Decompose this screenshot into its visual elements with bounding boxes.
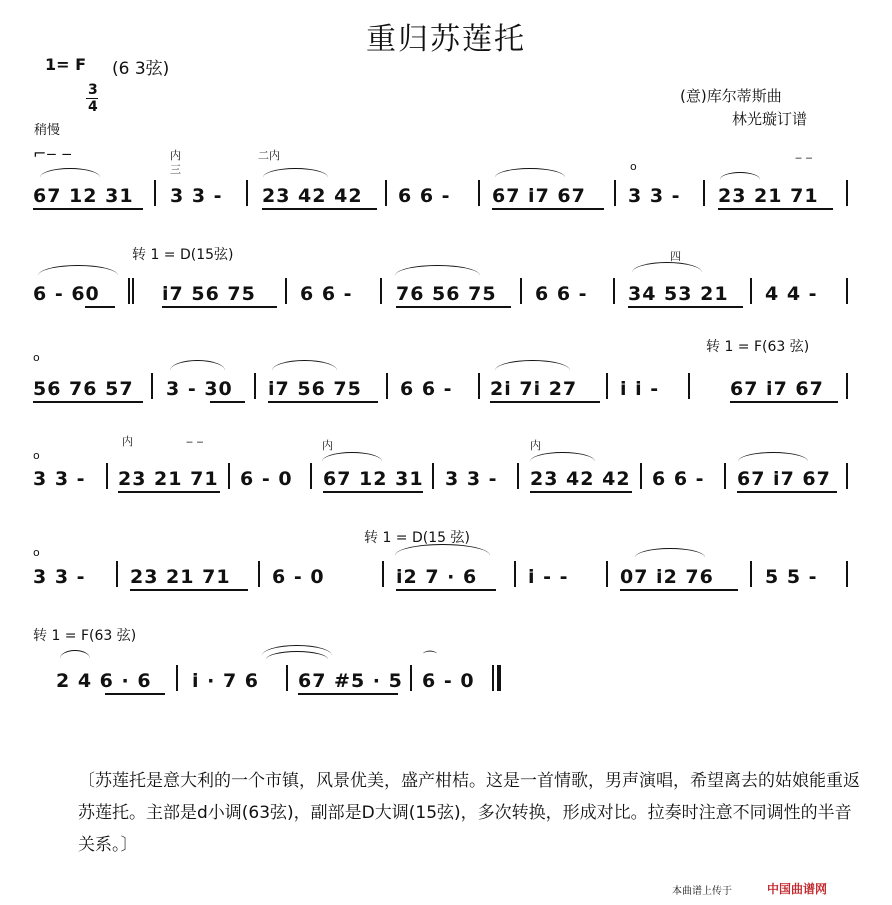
measure: 34 53 21 — [628, 283, 729, 305]
time-signature-bottom: 4 — [88, 99, 98, 115]
barline — [380, 278, 382, 304]
music-row-1 — [0, 185, 892, 207]
measure: i · 7 6 — [192, 670, 260, 692]
barline — [606, 561, 608, 587]
measure: 23 42 42 — [530, 468, 631, 490]
slur — [632, 262, 702, 283]
barline — [286, 665, 288, 691]
key-change-label: 转 1 = D(15弦) — [132, 247, 234, 263]
measure: 6 6 - — [398, 185, 451, 207]
pickup-bracket: ⌐‒ ‒ — [33, 144, 72, 163]
slur — [395, 544, 490, 567]
underline — [33, 401, 143, 403]
underline — [490, 401, 600, 403]
measure: 6 - 60 — [33, 283, 100, 305]
underline — [210, 401, 245, 403]
underline — [396, 306, 511, 308]
fingering-nei: 内 — [170, 149, 181, 162]
barline — [517, 463, 519, 489]
measure: 5 5 - — [765, 566, 818, 588]
performance-note: 〔苏莲托是意大利的一个市镇，风景优美，盛产柑桔。这是一首情歌，男声演唱，希望离去的姑娘能重返苏莲托。主部是d小调(63弦)，副部是D大调(15弦)，多次转换，形成对比。拉奏时注意不同调性的半音关系。〕 — [78, 771, 860, 855]
underline — [118, 491, 220, 493]
measure: 23 21 71 — [718, 185, 819, 207]
measure: 3 3 - — [33, 566, 86, 588]
music-row-6 — [0, 670, 892, 692]
barline — [640, 463, 642, 489]
barline — [176, 665, 178, 691]
time-signature-top: 3 — [88, 82, 98, 98]
underline — [268, 401, 378, 403]
barline — [846, 373, 848, 399]
slur — [60, 650, 90, 667]
measure: i7 56 75 — [162, 283, 256, 305]
barline — [614, 180, 616, 206]
slur — [266, 651, 328, 668]
barline — [478, 373, 480, 399]
barline — [116, 561, 118, 587]
final-barline — [497, 665, 501, 691]
fingering-open: o — [630, 160, 637, 173]
barline — [750, 561, 752, 587]
fingering-dash: ‒ ‒ — [795, 151, 813, 164]
measure: 67 i7 67 — [492, 185, 586, 207]
barline — [613, 278, 615, 304]
arranger-credit: 林光璇订谱 — [732, 110, 808, 128]
measure: 6 6 - — [535, 283, 588, 305]
music-row-2 — [0, 283, 892, 305]
underline — [737, 491, 837, 493]
barline — [606, 373, 608, 399]
measure: 67 i7 67 — [737, 468, 831, 490]
measure: 67 12 31 — [323, 468, 424, 490]
barline — [478, 180, 480, 206]
music-row-5 — [0, 566, 892, 588]
barline — [520, 278, 522, 304]
fingering-er-nei: 二内 — [258, 149, 280, 162]
measure: i7 56 75 — [268, 378, 362, 400]
key-change-label: 转 1 = D(15 弦) — [364, 530, 470, 546]
barline — [132, 278, 134, 304]
slur — [635, 548, 705, 567]
underline — [130, 589, 248, 591]
fingering-open: o — [33, 351, 40, 364]
measure: 4 4 - — [765, 283, 818, 305]
footer-text: 本曲谱上传于 — [672, 886, 732, 897]
music-row-3 — [0, 378, 892, 400]
barline — [846, 278, 848, 304]
measure: 3 3 - — [445, 468, 498, 490]
final-barline — [492, 665, 494, 691]
underline — [33, 208, 143, 210]
barline — [258, 561, 260, 587]
underline — [396, 589, 496, 591]
fingering-open: o — [33, 449, 40, 462]
measure: 3 3 - — [170, 185, 223, 207]
barline — [254, 373, 256, 399]
barline — [410, 665, 412, 691]
underline — [162, 306, 277, 308]
tempo-marking: 稍慢 — [34, 123, 61, 138]
barline — [703, 180, 705, 206]
underline — [620, 589, 738, 591]
fingering-nei: 内 — [122, 435, 133, 448]
barline — [128, 278, 130, 304]
barline — [310, 463, 312, 489]
underline — [718, 208, 833, 210]
measure: 6 - 0 — [422, 670, 475, 692]
barline — [228, 463, 230, 489]
underline — [492, 208, 604, 210]
measure: 3 3 - — [33, 468, 86, 490]
composer-credit: (意)库尔蒂斯曲 — [680, 87, 782, 105]
measure: 56 76 57 — [33, 378, 134, 400]
measure: i2 7 · 6 — [396, 566, 478, 588]
page-title: 重归苏莲托 — [366, 22, 526, 57]
measure: 76 56 75 — [396, 283, 497, 305]
measure: 2i 7i 27 — [490, 378, 578, 400]
underline — [105, 693, 165, 695]
measure: 67 #5 · 5 — [298, 670, 403, 692]
measure: 23 42 42 — [262, 185, 363, 207]
fingering-nei: 内 — [322, 439, 333, 452]
measure: 67 i7 67 — [730, 378, 824, 400]
measure: 6 - 0 — [240, 468, 293, 490]
barline — [846, 463, 848, 489]
underline — [530, 491, 632, 493]
measure: 6 6 - — [300, 283, 353, 305]
tuning: (6 3弦) — [112, 59, 170, 79]
measure: 3 3 - — [628, 185, 681, 207]
measure: 3 - 30 — [166, 378, 233, 400]
key-signature: 1= F — [45, 55, 87, 74]
underline — [298, 693, 398, 695]
measure: 07 i2 76 — [620, 566, 714, 588]
barline — [285, 278, 287, 304]
fingering-san: 三 — [170, 163, 181, 176]
fingering-si: 四 — [670, 250, 681, 263]
measure: 67 12 31 — [33, 185, 134, 207]
barline — [724, 463, 726, 489]
barline — [688, 373, 690, 399]
barline — [382, 561, 384, 587]
underline — [628, 306, 743, 308]
key-change-label: 转 1 = F(63 弦) — [706, 339, 810, 355]
barline — [151, 373, 153, 399]
underline — [730, 401, 838, 403]
key-change-label: 转 1 = F(63 弦) — [33, 628, 137, 644]
barline — [385, 180, 387, 206]
measure: 6 6 - — [400, 378, 453, 400]
measure: i - - — [528, 566, 569, 588]
barline — [386, 373, 388, 399]
measure: 6 - 0 — [272, 566, 325, 588]
barline — [846, 561, 848, 587]
barline — [846, 180, 848, 206]
barline — [750, 278, 752, 304]
footer — [672, 878, 892, 898]
measure: 2 4 6 · 6 — [56, 670, 152, 692]
footer-brand[interactable]: 中国曲谱网 — [767, 882, 828, 896]
barline — [246, 180, 248, 206]
fingering-open: o — [33, 546, 40, 559]
barline — [514, 561, 516, 587]
fingering-nei: 内 — [530, 439, 541, 452]
music-row-4 — [0, 468, 892, 490]
barline — [106, 463, 108, 489]
fermata-icon: ⌒ — [423, 651, 437, 667]
measure: i i - — [620, 378, 660, 400]
barline — [432, 463, 434, 489]
barline — [154, 180, 156, 206]
measure: 6 6 - — [652, 468, 705, 490]
fingering-dash: ‒ ‒ — [186, 435, 204, 448]
measure: 23 21 71 — [130, 566, 231, 588]
underline — [323, 491, 423, 493]
underline — [262, 208, 377, 210]
measure: 23 21 71 — [118, 468, 219, 490]
underline — [85, 306, 115, 308]
